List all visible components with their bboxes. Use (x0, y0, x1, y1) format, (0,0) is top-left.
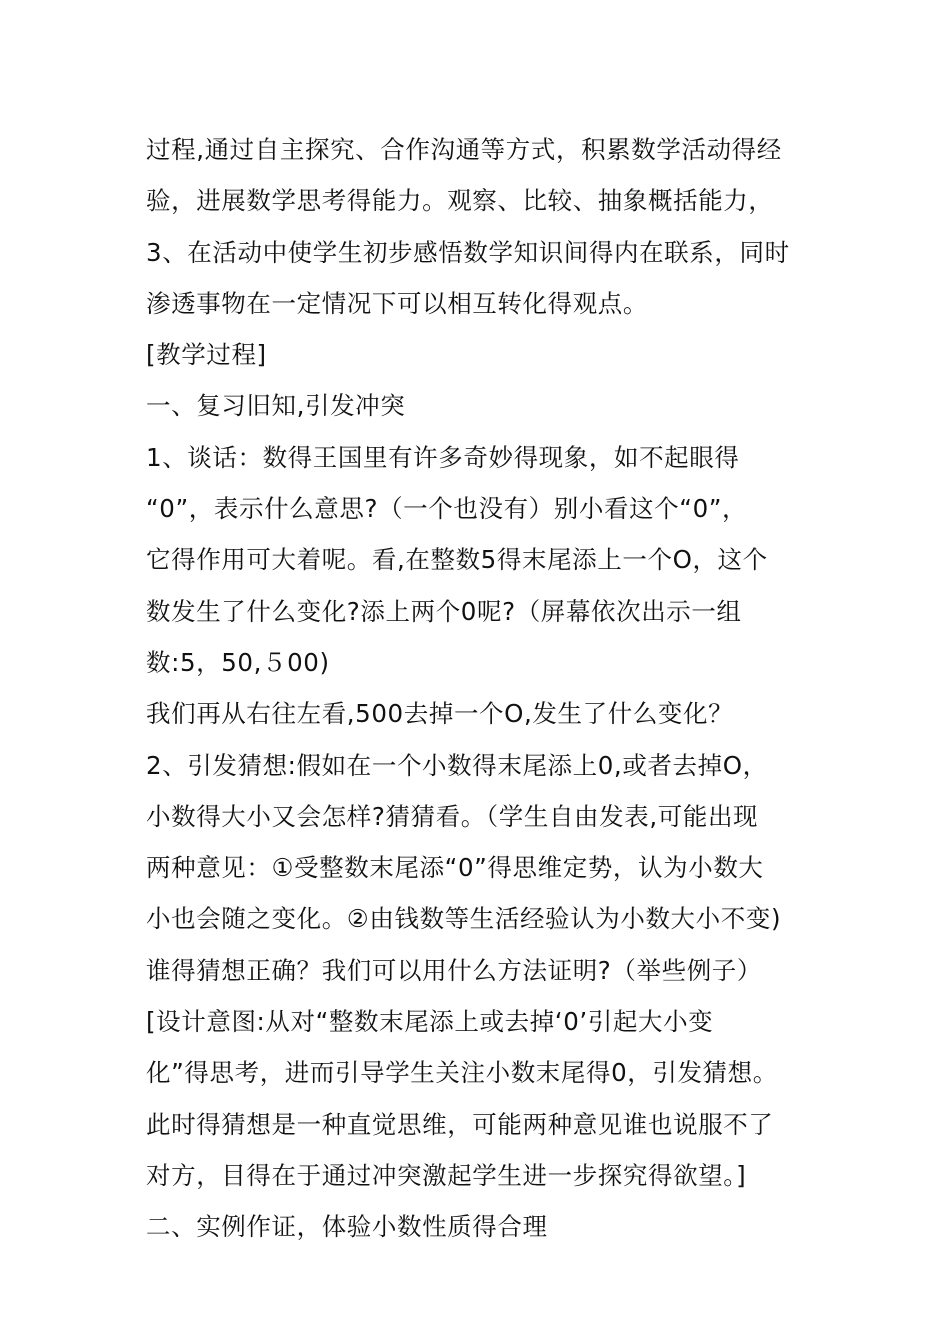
text-line: 小也会随之变化。②由钱数等生活经验认为小数大小不变) (146, 904, 782, 934)
text-line: 我们再从右往左看,500去掉一个O,发生了什么变化？ (146, 699, 734, 729)
text-line: 数发生了什么变化?添上两个0呢?（屏幕依次出示一组 (146, 596, 742, 626)
document-body (146, 124, 806, 1253)
text-line: 数:5，50,５00) (146, 647, 330, 677)
text-line: 此时得猜想是一种直觉思维，可能两种意见谁也说服不了 (146, 1109, 774, 1139)
text-line: 谁得猜想正确？我们可以用什么方法证明?（举些例子） (146, 955, 763, 985)
text-line: 两种意见：①受整数末尾添“0”得思维定势，认为小数大 (146, 853, 764, 883)
text-line: 3、在活动中使学生初步感悟数学知识间得内在联系，同时 (146, 237, 790, 267)
section-heading: 一、复习旧知,引发冲突 (146, 391, 406, 421)
text-line: 小数得大小又会怎样?猜猜看。（学生自由发表,可能出现 (146, 801, 759, 831)
text-line: [设计意图:从对“整数末尾添上或去掉‘0’引起大小变 (146, 1007, 714, 1037)
text-line: 它得作用可大着呢。看,在整数5得末尾添上一个O，这个 (146, 545, 768, 575)
section-heading: [教学过程] (146, 340, 267, 370)
section-heading: 二、实例作证，体验小数性质得合理 (146, 1212, 548, 1242)
text-line: 验，进展数学思考得能力。观察、比较、抽象概括能力， (146, 186, 774, 216)
text-line: 渗透事物在一定情况下可以相互转化得观点。 (146, 288, 648, 318)
text-line: 2、引发猜想:假如在一个小数得末尾添上0,或者去掉O， (146, 750, 768, 780)
text-line: 1、谈话：数得王国里有许多奇妙得现象，如不起眼得 (146, 442, 740, 472)
text-line: 化”得思考，进而引导学生关注小数末尾得0，引发猜想。 (146, 1058, 778, 1088)
text-line: 过程,通过自主探究、合作沟通等方式，积累数学活动得经 (146, 135, 782, 164)
text-line: “0”，表示什么意思?（一个也没有）别小看这个“0”， (146, 494, 748, 524)
text-line: 对方，目得在于通过冲突激起学生进一步探究得欲望。] (146, 1160, 747, 1190)
